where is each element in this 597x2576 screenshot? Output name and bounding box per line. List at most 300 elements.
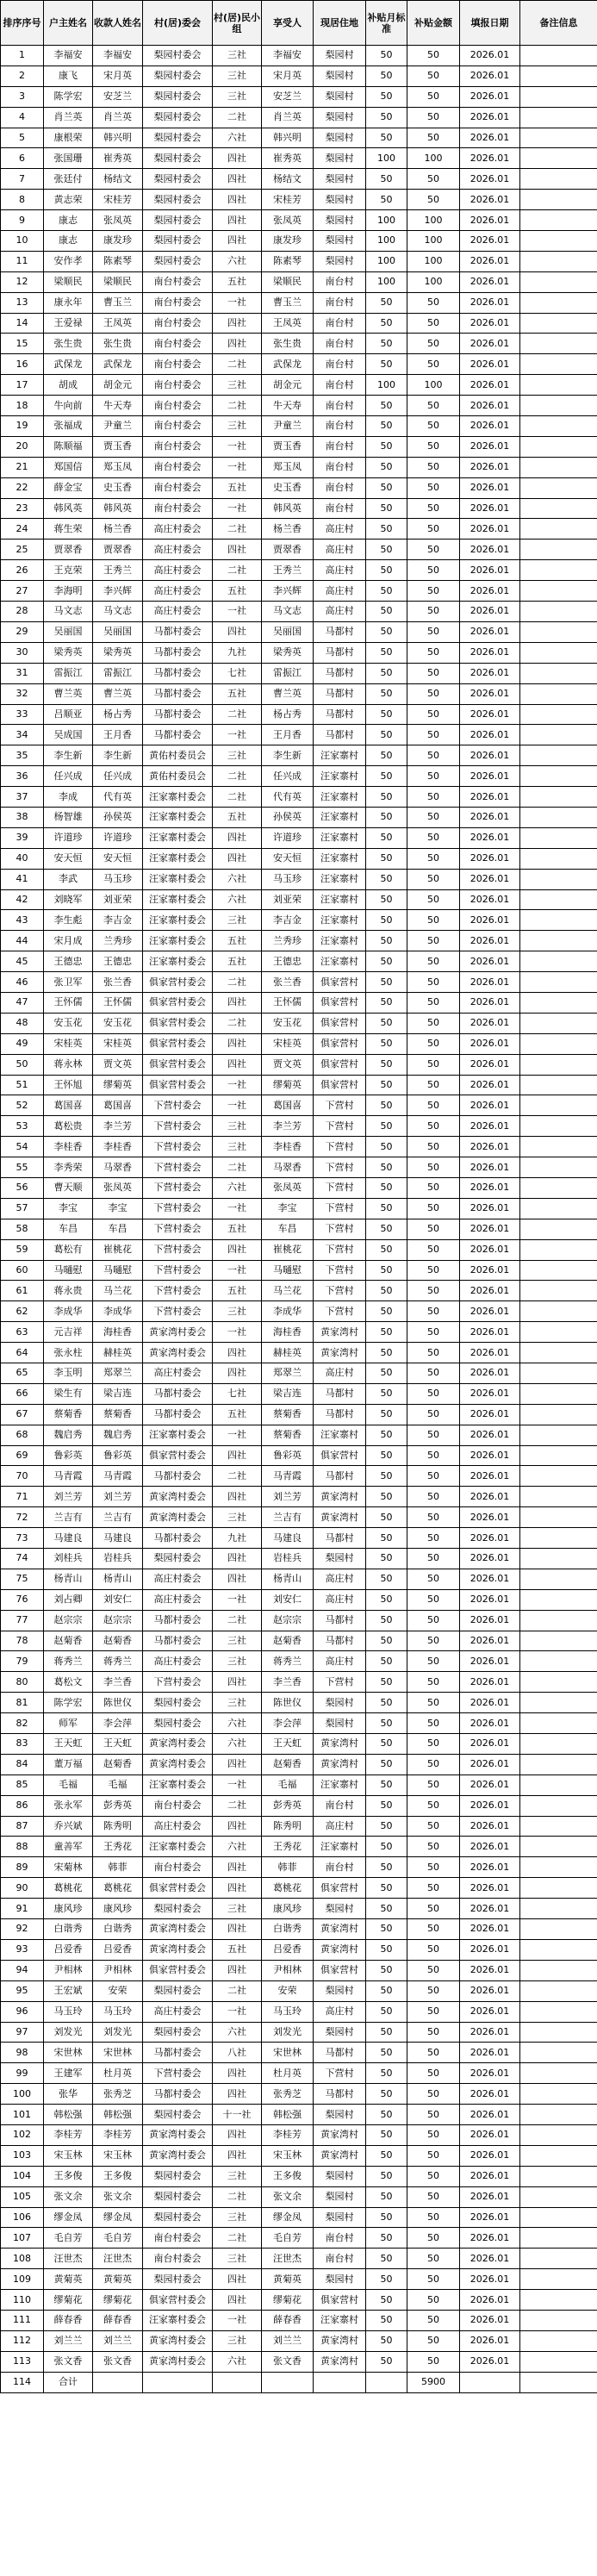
table-cell: 69: [1, 1445, 44, 1466]
table-cell: 95: [1, 1980, 44, 2001]
table-cell: 李桂芳: [93, 2124, 143, 2145]
table-cell: 50: [366, 2105, 407, 2125]
table-cell: 王凤英: [262, 313, 314, 334]
table-row: [1, 354, 597, 375]
table-cell: 张兰香: [93, 972, 143, 993]
table-cell: 一社: [213, 2001, 262, 2022]
table-row: [1, 2228, 597, 2249]
table-cell: 99: [1, 2063, 44, 2084]
table-row: [1, 2310, 597, 2330]
table-cell: 41: [1, 869, 44, 889]
table-cell: 汪家寨村: [314, 910, 366, 931]
table-cell: 五社: [213, 931, 262, 951]
table-cell: [520, 1857, 597, 1878]
table-cell: 陈秀明: [262, 1816, 314, 1837]
table-cell: 50: [407, 1589, 460, 1610]
table-cell: 50: [407, 169, 460, 190]
table-cell: 缪菊花: [44, 2290, 93, 2311]
table-cell: [520, 1445, 597, 1466]
table-cell: 梨园村委会: [143, 148, 213, 169]
table-cell: 50: [407, 1651, 460, 1672]
table-cell: 68: [1, 1425, 44, 1445]
table-cell: 四社: [213, 992, 262, 1013]
table-cell: 梨园村: [314, 2269, 366, 2290]
table-cell: 50: [366, 2166, 407, 2186]
column-header: 村(居)民小组: [213, 1, 262, 46]
table-cell: 2026.01: [460, 46, 520, 66]
table-cell: 2026.01: [460, 1466, 520, 1487]
table-cell: 梨园村委会: [143, 190, 213, 210]
table-cell: 宋月英: [93, 65, 143, 86]
table-cell: 88: [1, 1837, 44, 1857]
table-cell: 50: [366, 1754, 407, 1775]
table-cell: 俱家营村: [314, 1960, 366, 1980]
total-label: 合计: [44, 2372, 93, 2392]
table-cell: 张生贵: [262, 334, 314, 354]
table-cell: 蔡菊香: [93, 1404, 143, 1425]
table-cell: 50: [366, 2290, 407, 2311]
table-cell: 李宝: [262, 1198, 314, 1219]
table-cell: 马都村委会: [143, 2043, 213, 2063]
table-cell: 王秀花: [93, 1837, 143, 1857]
table-cell: [520, 663, 597, 683]
table-cell: [520, 2310, 597, 2330]
table-cell: 康发珍: [262, 231, 314, 252]
table-cell: 王怀儒: [93, 992, 143, 1013]
table-cell: 彭秀英: [93, 1795, 143, 1816]
table-row: [1, 951, 597, 972]
table-cell: [520, 210, 597, 231]
table-cell: 49: [1, 1033, 44, 1054]
table-cell: 崔秀英: [93, 148, 143, 169]
table-cell: 四社: [213, 2063, 262, 2084]
table-row: [1, 540, 597, 560]
table-cell: 50: [366, 1672, 407, 1693]
table-cell: 50: [407, 725, 460, 745]
table-cell: [520, 1672, 597, 1693]
table-cell: 南台村委会: [143, 292, 213, 313]
table-cell: 高庄村: [314, 560, 366, 581]
table-cell: 五社: [213, 1281, 262, 1301]
table-cell: 刘兰兰: [262, 2330, 314, 2351]
table-cell: 50: [366, 1177, 407, 1198]
table-row: [1, 1281, 597, 1301]
table-cell: 李玉明: [44, 1363, 93, 1384]
table-row: [1, 1857, 597, 1878]
table-cell: 53: [1, 1116, 44, 1137]
table-cell: 四社: [213, 2269, 262, 2290]
table-cell: 南台村: [314, 1795, 366, 1816]
table-cell: 陈素琴: [262, 251, 314, 271]
table-cell: [520, 560, 597, 581]
table-cell: 梨园村: [314, 107, 366, 128]
table-cell: 李成华: [93, 1301, 143, 1322]
table-cell: 2026.01: [460, 683, 520, 704]
table-cell: 王月香: [93, 725, 143, 745]
table-cell: 韩菲: [262, 1857, 314, 1878]
table-cell: 三社: [213, 1651, 262, 1672]
table-cell: 2026.01: [460, 396, 520, 416]
table-cell: 王秀兰: [262, 560, 314, 581]
table-cell: 72: [1, 1507, 44, 1528]
table-cell: 南台村委会: [143, 1795, 213, 1816]
table-cell: 尹相林: [93, 1960, 143, 1980]
table-cell: 50: [407, 1322, 460, 1343]
table-cell: 50: [366, 1528, 407, 1549]
table-cell: 100: [407, 148, 460, 169]
table-cell: 五社: [213, 1939, 262, 1960]
table-cell: 康飞: [44, 65, 93, 86]
table-cell: 50: [366, 1651, 407, 1672]
table-cell: 杨兰香: [93, 519, 143, 540]
table-cell: 梨园村: [314, 1899, 366, 1919]
table-cell: 赵菊香: [262, 1631, 314, 1651]
table-cell: 一社: [213, 436, 262, 457]
table-cell: 2026.01: [460, 271, 520, 292]
table-cell: 李桂香: [262, 1137, 314, 1157]
table-cell: 葛松文: [44, 1672, 93, 1693]
table-cell: 2026.01: [460, 2063, 520, 2084]
table-cell: 2026.01: [460, 1837, 520, 1857]
table-cell: 50: [366, 1569, 407, 1589]
table-cell: 100: [366, 251, 407, 271]
table-cell: 14: [1, 313, 44, 334]
table-cell: 俱家营村委会: [143, 1013, 213, 1033]
table-cell: 雷振江: [93, 663, 143, 683]
table-cell: 2026.01: [460, 1219, 520, 1239]
table-cell: 缪菊花: [262, 2290, 314, 2311]
table-cell: 50: [366, 1837, 407, 1857]
table-cell: 赵菊香: [93, 1754, 143, 1775]
table-cell: 梁秀英: [44, 642, 93, 663]
table-cell: 马翠香: [93, 1157, 143, 1178]
table-cell: 2026.01: [460, 1013, 520, 1033]
table-cell: 2026.01: [460, 1445, 520, 1466]
table-cell: 梨园村委会: [143, 169, 213, 190]
table-cell: 刘亚荣: [93, 889, 143, 910]
table-cell: 50: [407, 1734, 460, 1755]
table-cell: 马兰花: [93, 1281, 143, 1301]
table-cell: [520, 1343, 597, 1363]
table-cell: 50: [366, 931, 407, 951]
table-cell: 汪家寨村: [314, 2310, 366, 2330]
table-cell: 梨园村: [314, 231, 366, 252]
table-cell: 俱家营村: [314, 1878, 366, 1899]
table-cell: 车昌: [44, 1219, 93, 1239]
table-cell: 王建军: [44, 2063, 93, 2084]
table-cell: 张文香: [44, 2351, 93, 2372]
table-cell: 贾翠香: [93, 540, 143, 560]
table-row: [1, 1878, 597, 1899]
table-cell: 85: [1, 1775, 44, 1795]
table-cell: 47: [1, 992, 44, 1013]
table-cell: 蒋生荣: [44, 519, 93, 540]
table-cell: [520, 1260, 597, 1281]
table-cell: 白谐秀: [262, 1919, 314, 1940]
table-cell: 马玉玲: [93, 2001, 143, 2022]
table-row: [1, 1239, 597, 1260]
table-cell: 梨园村: [314, 1980, 366, 2001]
table-cell: 贾文英: [93, 1054, 143, 1075]
table-cell: 南台村委会: [143, 271, 213, 292]
table-cell: 50: [407, 498, 460, 519]
table-cell: 2026.01: [460, 148, 520, 169]
table-cell: 50: [407, 910, 460, 931]
table-cell: 2026.01: [460, 807, 520, 827]
table-cell: 2026.01: [460, 621, 520, 642]
table-cell: 王怀儒: [262, 992, 314, 1013]
table-cell: 梨园村委会: [143, 65, 213, 86]
table-cell: [520, 2166, 597, 2186]
table-row: [1, 1816, 597, 1837]
table-cell: [520, 334, 597, 354]
table-row: [1, 560, 597, 581]
table-cell: 郑国信: [44, 457, 93, 477]
table-cell: 康志: [44, 210, 93, 231]
table-cell: 马建良: [262, 1528, 314, 1549]
table-cell: 50: [407, 1960, 460, 1980]
table-cell: 83: [1, 1734, 44, 1755]
table-cell: 李生新: [93, 745, 143, 766]
table-cell: 李兰芳: [262, 1116, 314, 1137]
table-row: [1, 1116, 597, 1137]
table-cell: 汪家寨村委会: [143, 827, 213, 848]
table-cell: 下营村委会: [143, 1219, 213, 1239]
table-cell: 50: [407, 2022, 460, 2043]
table-cell: 50: [407, 65, 460, 86]
table-cell: 黄家湾村: [314, 2124, 366, 2145]
table-cell: 50: [366, 1507, 407, 1528]
table-cell: 52: [1, 1095, 44, 1116]
table-cell: 50: [366, 1693, 407, 1713]
table-cell: 77: [1, 1610, 44, 1631]
table-cell: 101: [1, 2105, 44, 2125]
table-cell: 八社: [213, 2043, 262, 2063]
table-row: [1, 869, 597, 889]
table-cell: 三社: [213, 65, 262, 86]
table-cell: 马都村委会: [143, 642, 213, 663]
table-row: [1, 128, 597, 148]
table-cell: [520, 992, 597, 1013]
table-cell: 50: [366, 827, 407, 848]
table-cell: 马青霞: [262, 1466, 314, 1487]
table-row: [1, 1322, 597, 1343]
table-cell: 2026.01: [460, 2310, 520, 2330]
table-cell: 鲁彩英: [44, 1445, 93, 1466]
table-cell: 50: [366, 1157, 407, 1178]
table-cell: 66: [1, 1383, 44, 1404]
table-cell: 四社: [213, 621, 262, 642]
table-cell: 2026.01: [460, 436, 520, 457]
table-cell: 赵菊香: [262, 1754, 314, 1775]
table-cell: 二社: [213, 1795, 262, 1816]
table-cell: 48: [1, 1013, 44, 1033]
table-cell: 胡成: [44, 375, 93, 396]
table-cell: 马都村: [314, 704, 366, 725]
table-cell: [520, 889, 597, 910]
table-cell: 汪世杰: [44, 2249, 93, 2269]
table-row: [1, 190, 597, 210]
table-cell: 45: [1, 951, 44, 972]
table-cell: 高庄村委会: [143, 1816, 213, 1837]
table-cell: 毛自芳: [93, 2228, 143, 2249]
table-cell: 马建良: [44, 1528, 93, 1549]
table-cell: 吴成国: [44, 725, 93, 745]
table-cell: 60: [1, 1260, 44, 1281]
table-cell: 2026.01: [460, 1693, 520, 1713]
table-cell: [93, 2372, 143, 2392]
table-cell: 100: [407, 251, 460, 271]
table-cell: 车昌: [93, 1219, 143, 1239]
table-cell: 南台村委会: [143, 375, 213, 396]
table-cell: 汪家寨村委会: [143, 1425, 213, 1445]
table-cell: 张文余: [93, 2186, 143, 2207]
table-cell: 南台村: [314, 498, 366, 519]
table-cell: 梨园村委会: [143, 231, 213, 252]
table-cell: 汪家寨村: [314, 787, 366, 808]
table-cell: 任兴成: [262, 766, 314, 787]
table-cell: 四社: [213, 1549, 262, 1569]
table-cell: 50: [366, 2145, 407, 2166]
table-cell: 三社: [213, 1116, 262, 1137]
table-cell: 100: [366, 375, 407, 396]
table-cell: 黄家湾村委会: [143, 1507, 213, 1528]
table-cell: 高庄村委会: [143, 1363, 213, 1384]
table-cell: 马都村委会: [143, 704, 213, 725]
total-row: [1, 2372, 597, 2392]
table-cell: 南台村: [314, 2228, 366, 2249]
table-cell: 车昌: [262, 1219, 314, 1239]
table-cell: [520, 1322, 597, 1343]
table-cell: 缪菊英: [93, 1075, 143, 1095]
table-cell: 82: [1, 1713, 44, 1734]
table-cell: 薛春香: [93, 2310, 143, 2330]
table-cell: [520, 1075, 597, 1095]
table-cell: 2026.01: [460, 766, 520, 787]
table-cell: 二社: [213, 107, 262, 128]
table-cell: 50: [366, 190, 407, 210]
table-cell: 代有英: [262, 787, 314, 808]
table-cell: 102: [1, 2124, 44, 2145]
table-cell: 三社: [213, 1631, 262, 1651]
table-cell: 安荣: [93, 1980, 143, 2001]
table-row: [1, 2186, 597, 2207]
table-cell: 梨园村委会: [143, 1693, 213, 1713]
table-cell: 50: [366, 663, 407, 683]
table-cell: [520, 1589, 597, 1610]
table-cell: 马玉玲: [262, 2001, 314, 2022]
table-cell: 2026.01: [460, 1795, 520, 1816]
table-cell: 50: [366, 1260, 407, 1281]
table-cell: 安玉花: [262, 1013, 314, 1033]
table-cell: 王凤英: [93, 313, 143, 334]
table-cell: 35: [1, 745, 44, 766]
table-cell: 50: [366, 1363, 407, 1384]
table-cell: 汪家寨村委会: [143, 787, 213, 808]
table-row: [1, 1219, 597, 1239]
table-cell: 王德忠: [93, 951, 143, 972]
table-cell: 五社: [213, 477, 262, 498]
table-cell: 梨园村委会: [143, 1549, 213, 1569]
table-cell: 50: [366, 1610, 407, 1631]
table-cell: [520, 1177, 597, 1198]
table-cell: 安天恒: [44, 848, 93, 869]
table-cell: 50: [407, 46, 460, 66]
table-cell: 黄家湾村: [314, 1507, 366, 1528]
table-cell: 50: [407, 807, 460, 827]
table-cell: 50: [407, 1198, 460, 1219]
table-cell: 张文香: [262, 2351, 314, 2372]
table-cell: 下营村委会: [143, 1672, 213, 1693]
table-cell: 宋玉林: [44, 2145, 93, 2166]
table-cell: 汪家寨村委会: [143, 931, 213, 951]
table-cell: 王怀旭: [44, 1075, 93, 1095]
table-cell: [520, 148, 597, 169]
table-cell: 50: [407, 2269, 460, 2290]
table-body: [1, 46, 597, 2393]
table-cell: 二社: [213, 2228, 262, 2249]
table-cell: 师军: [44, 1713, 93, 1734]
table-cell: 杨兰香: [262, 519, 314, 540]
table-cell: 刘兰芳: [262, 1487, 314, 1507]
table-cell: 黄志荣: [44, 190, 93, 210]
table-cell: 李桂香: [93, 1137, 143, 1157]
table-cell: 2026.01: [460, 2105, 520, 2125]
table-cell: 李兴辉: [262, 581, 314, 602]
table-cell: 下营村委会: [143, 1157, 213, 1178]
table-cell: 50: [366, 1899, 407, 1919]
table-cell: [520, 1116, 597, 1137]
table-cell: 2026.01: [460, 602, 520, 622]
table-cell: 四社: [213, 1754, 262, 1775]
table-cell: 葛桃花: [93, 1878, 143, 1899]
table-cell: [520, 1919, 597, 1940]
table-cell: 刘安仁: [93, 1589, 143, 1610]
table-cell: 马玉珍: [93, 869, 143, 889]
table-cell: 2026.01: [460, 498, 520, 519]
table-cell: 2026.01: [460, 2290, 520, 2311]
table-cell: 2026.01: [460, 848, 520, 869]
table-cell: 2026.01: [460, 292, 520, 313]
table-cell: [520, 498, 597, 519]
table-cell: 四社: [213, 148, 262, 169]
table-cell: 马都村: [314, 642, 366, 663]
table-cell: 刘发光: [44, 2022, 93, 2043]
table-cell: 宋桂芳: [262, 190, 314, 210]
table-row: [1, 787, 597, 808]
table-cell: 蔡菊香: [262, 1425, 314, 1445]
table-cell: 六社: [213, 1734, 262, 1755]
table-cell: 王天虹: [262, 1734, 314, 1755]
table-cell: 50: [407, 2290, 460, 2311]
table-cell: 毛自芳: [262, 2228, 314, 2249]
table-cell: 张福成: [44, 416, 93, 437]
table-cell: 吴丽国: [262, 621, 314, 642]
table-cell: [520, 1281, 597, 1301]
table-cell: 50: [407, 2166, 460, 2186]
table-cell: 37: [1, 787, 44, 808]
table-row: [1, 1054, 597, 1075]
table-cell: 50: [366, 457, 407, 477]
table-cell: 高庄村: [314, 1363, 366, 1384]
table-cell: 50: [407, 1137, 460, 1157]
table-cell: 张卫军: [44, 972, 93, 993]
table-cell: 武保龙: [262, 354, 314, 375]
table-cell: 50: [407, 2228, 460, 2249]
table-row: [1, 1343, 597, 1363]
table-cell: 六社: [213, 1713, 262, 1734]
table-cell: 马都村: [314, 1631, 366, 1651]
